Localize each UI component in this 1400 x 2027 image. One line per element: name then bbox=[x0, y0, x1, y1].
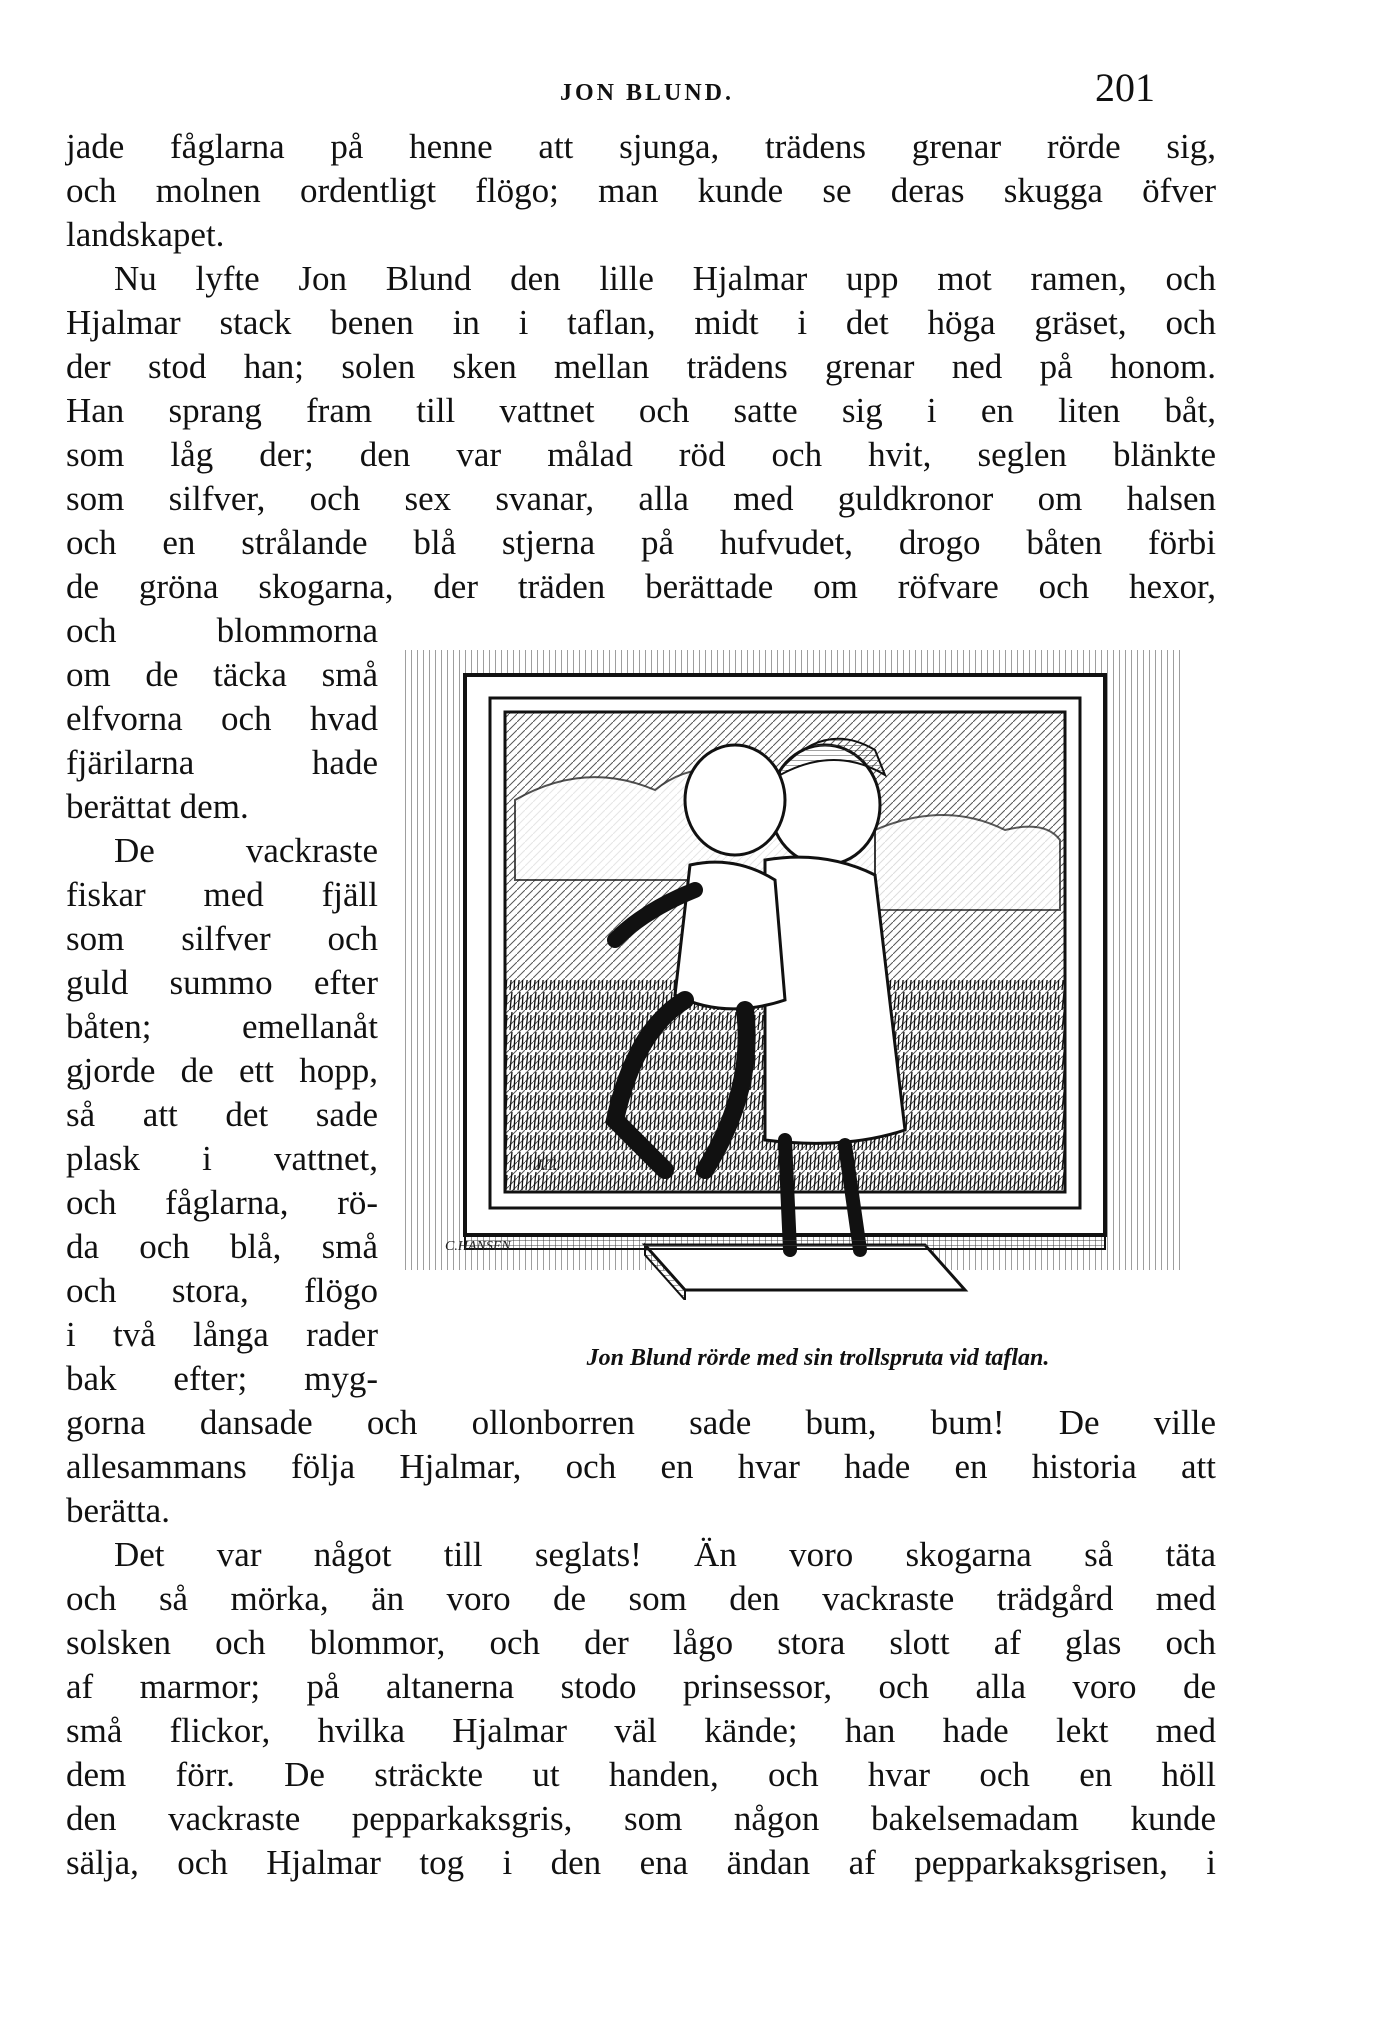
running-head bbox=[0, 62, 1400, 112]
text-line: och molnen ordentligt flögo; man kunde se deras skugga öfver bbox=[66, 171, 1216, 210]
text-line: som låg der; den var målad röd och hvit, seglen blänkte bbox=[66, 435, 1216, 474]
text-line: bak efter; myg- bbox=[66, 1359, 378, 1398]
engraving-illustration bbox=[405, 650, 1185, 1300]
text-line: och en strålande blå stjerna på hufvudet, drogo båten förbi bbox=[66, 523, 1216, 562]
text-line: Han sprang fram till vattnet och satte sig i en liten båt, bbox=[66, 391, 1216, 430]
text-line: om de täcka små bbox=[66, 655, 378, 694]
text-line: plask i vattnet, bbox=[66, 1139, 378, 1178]
step-stool bbox=[645, 1245, 965, 1290]
text-line: Nu lyfte Jon Blund den lille Hjalmar upp mot ramen, och bbox=[114, 259, 1216, 298]
running-title: JON BLUND. bbox=[560, 80, 735, 106]
text-line: elfvorna och hvad bbox=[66, 699, 378, 738]
text-line: berätta. bbox=[66, 1491, 170, 1530]
engraver-signature: C.HANSEN bbox=[445, 1239, 511, 1254]
text-line: da och blå, små bbox=[66, 1227, 378, 1266]
text-line: Hjalmar stack benen in i taflan, midt i det höga gräset, och bbox=[66, 303, 1216, 342]
text-line: der stod han; solen sken mellan trädens grenar ned på honom. bbox=[66, 347, 1216, 386]
text-line: De vackraste bbox=[114, 831, 378, 870]
text-line: solsken och blommor, och der lågo stora slott af glas och bbox=[66, 1623, 1216, 1662]
text-line: fjärilarna hade bbox=[66, 743, 378, 782]
text-line: de gröna skogarna, der träden berättade om röfvare och hexor, bbox=[66, 567, 1216, 606]
text-line: af marmor; på altanerna stodo prinsessor, och alla voro de bbox=[66, 1667, 1216, 1706]
text-line: den vackraste pepparkaksgris, som någon bakelsemadam kunde bbox=[66, 1799, 1216, 1838]
text-line: i två långa rader bbox=[66, 1315, 378, 1354]
text-line: och blommorna bbox=[66, 611, 378, 650]
text-line: båten; emellanåt bbox=[66, 1007, 378, 1046]
text-line: guld summo efter bbox=[66, 963, 378, 1002]
text-line: fiskar med fjäll bbox=[66, 875, 378, 914]
text-line: som silfver och bbox=[66, 919, 378, 958]
illustration-caption: Jon Blund rörde med sin trollspruta vid taflan. bbox=[586, 1345, 1050, 1371]
text-line: landskapet. bbox=[66, 215, 225, 254]
page-number: 201 bbox=[1095, 65, 1155, 110]
text-line: allesammans följa Hjalmar, och en hvar hade en historia att bbox=[66, 1447, 1216, 1486]
text-line: små flickor, hvilka Hjalmar väl kände; han hade lekt med bbox=[66, 1711, 1216, 1750]
text-line: sälja, och Hjalmar tog i den ena ändan af pepparkaksgrisen, i bbox=[66, 1843, 1216, 1882]
text-line: och fåglarna, rö- bbox=[66, 1183, 378, 1222]
text-line: jade fåglarna på henne att sjunga, trädens grenar rörde sig, bbox=[66, 127, 1216, 166]
text-line: berättat dem. bbox=[66, 787, 249, 826]
text-line: som silfver, och sex svanar, alla med guldkronor om halsen bbox=[66, 479, 1216, 518]
text-line: gorna dansade och ollonborren sade bum, bum! De ville bbox=[66, 1403, 1216, 1442]
text-line: gjorde de ett hopp, bbox=[66, 1051, 378, 1090]
painter-monogram: J.T. bbox=[535, 1157, 558, 1174]
text-line: och stora, flögo bbox=[66, 1271, 378, 1310]
text-line: dem förr. De sträckte ut handen, och hvar och en höll bbox=[66, 1755, 1216, 1794]
text-line: så att det sade bbox=[66, 1095, 378, 1134]
engraving-children-at-painting bbox=[405, 650, 1185, 1300]
boy-head bbox=[685, 745, 785, 855]
text-line: Det var något till seglats! Än voro skogarna så täta bbox=[114, 1535, 1216, 1574]
text-line: och så mörka, än voro de som den vackraste trädgård med bbox=[66, 1579, 1216, 1618]
